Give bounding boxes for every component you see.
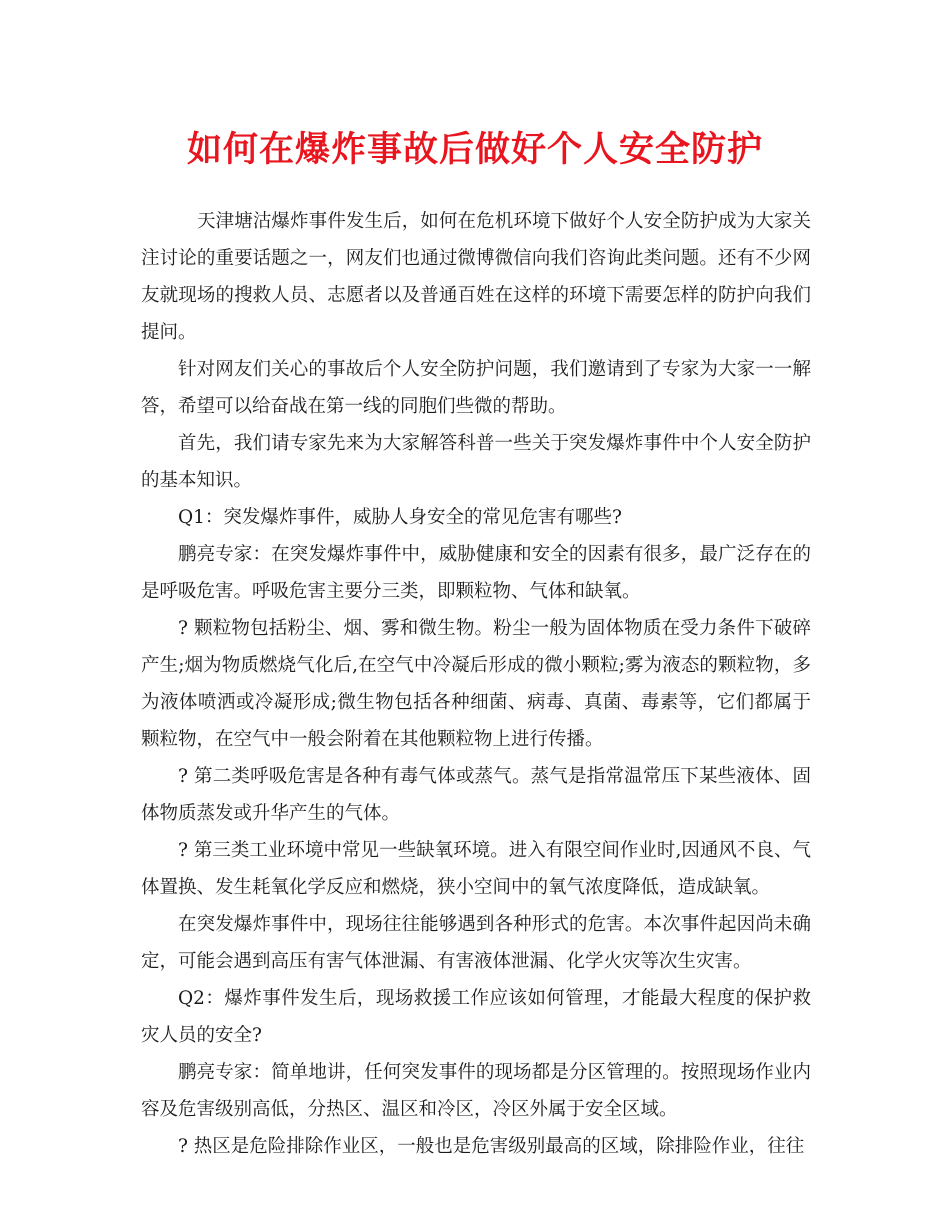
bullet-paragraph: ? 第二类呼吸危害是各种有毒气体或蒸气。蒸气是指常温常压下某些液体、固体物质蒸发或升华产生的气体。 <box>141 766 811 824</box>
paragraph: 在突发爆炸事件中，现场往往能够遇到各种形式的危害。本次事件起因尚未确定，可能会遇到高压有害气体泄漏、有害液体泄漏、化学火灾等次生灾害。 <box>141 914 811 972</box>
answer-paragraph: 鹏亮专家：简单地讲，任何突发事件的现场都是分区管理的。按照现场作业内容及危害级别高低，分热区、温区和冷区，冷区外属于安全区域。 <box>141 1062 811 1120</box>
paragraph: 针对网友们关心的事故后个人安全防护问题，我们邀请到了专家为大家一一解答，希望可以给奋战在第一线的同胞们些微的帮助。 <box>141 359 811 417</box>
bullet-paragraph: ? 第三类工业环境中常见一些缺氧环境。进入有限空间作业时,因通风不良、气体置换、发生耗氧化学反应和燃烧，狭小空间中的氧气浓度降低，造成缺氧。 <box>141 840 811 898</box>
document-body <box>141 203 811 1165</box>
document-title: 如何在爆炸事故后做好个人安全防护 <box>186 130 763 170</box>
question-paragraph: Q1：突发爆炸事件，威胁人身安全的常见危害有哪些? <box>178 507 622 528</box>
answer-paragraph: 鹏亮专家：在突发爆炸事件中，威胁健康和安全的因素有很多，最广泛存在的是呼吸危害。呼吸危害主要分三类，即颗粒物、气体和缺氧。 <box>141 544 811 602</box>
paragraph: 天津塘沽爆炸事件发生后，如何在危机环境下做好个人安全防护成为大家关注讨论的重要话题之一，网友们也通过微博微信向我们咨询此类问题。还有不少网友就现场的搜救人员、志愿者以及普通百姓在这样的环境下需要怎样的防护向我们提问。 <box>141 211 811 343</box>
question-paragraph: Q2：爆炸事件发生后，现场救援工作应该如何管理，才能最大程度的保护救灾人员的安全? <box>141 988 811 1046</box>
paragraph: 首先，我们请专家先来为大家解答科普一些关于突发爆炸事件中个人安全防护的基本知识。 <box>141 433 811 491</box>
bullet-paragraph: ? 颗粒物包括粉尘、烟、雾和微生物。粉尘一般为固体物质在受力条件下破碎产生;烟为物质燃烧气化后,在空气中冷凝后形成的微小颗粒;雾为液态的颗粒物，多为液体喷洒或冷凝形成;微生物包括各种细菌、病毒、真菌、毒素等，它们都属于颗粒物，在空气中一般会附着在其他颗粒物上进行传播。 <box>141 618 811 750</box>
bullet-paragraph: ? 热区是危险排除作业区，一般也是危害级别最高的区域，除排险作业，往往 <box>178 1136 805 1157</box>
